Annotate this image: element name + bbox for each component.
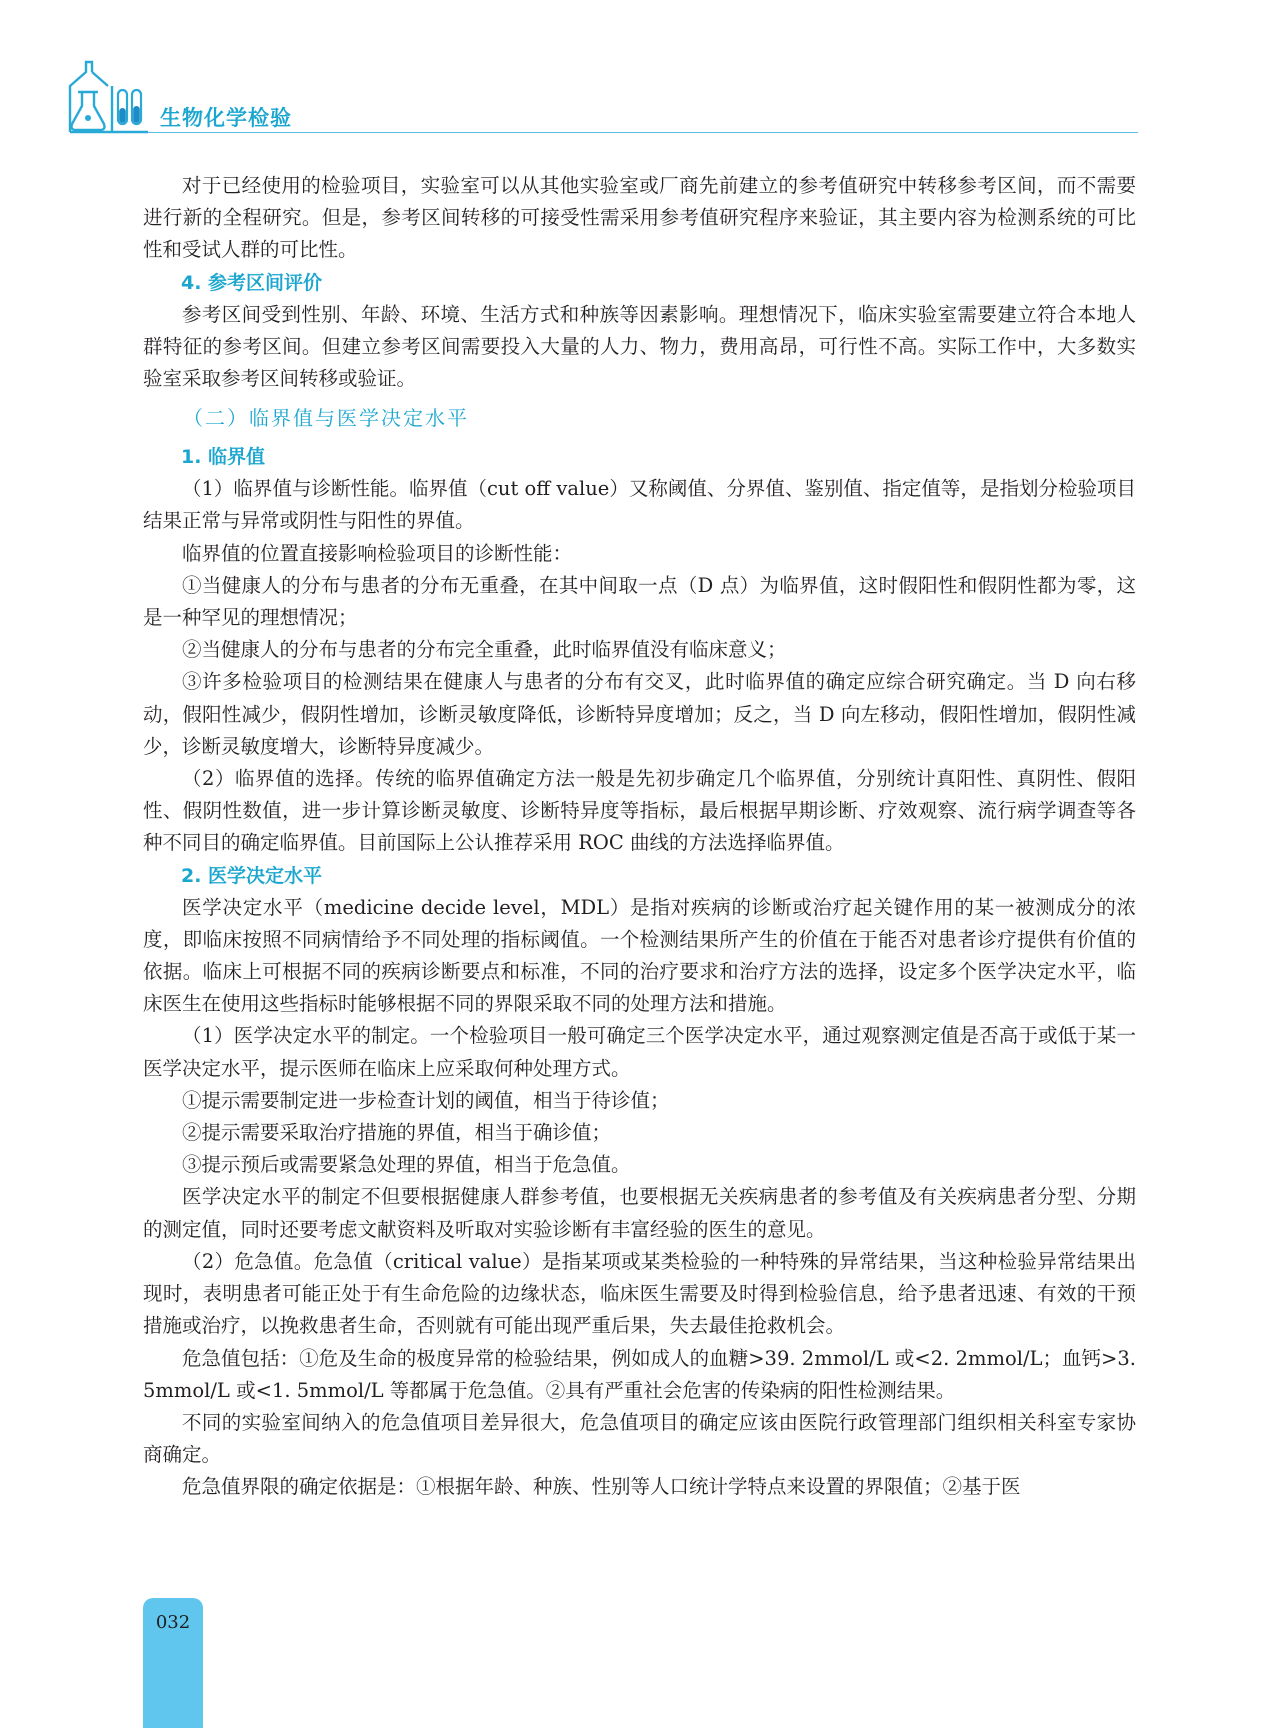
paragraph: 不同的实验室间纳入的危急值项目差异很大，危急值项目的确定应该由医院行政管理部门组织相关科室专家协商确定。 bbox=[143, 1410, 1136, 1467]
list-item: ②提示需要采取治疗措施的界值，相当于确诊值； bbox=[182, 1121, 612, 1145]
paragraph: （1）临界值与诊断性能。临界值（cut off value）又称阈值、分界值、鉴别值、指定值等，是指划分检验项目结果正常与异常或阴性与阳性的界值。 bbox=[143, 477, 1136, 533]
paragraph: 临界值的位置直接影响检验项目的诊断性能： bbox=[182, 541, 573, 565]
list-item: ①提示需要制定进一步检查计划的阈值，相当于待诊值； bbox=[182, 1088, 670, 1112]
paragraph: 参考区间受到性别、年龄、环境、生活方式和种族等因素影响。理想情况下，临床实验室需要建立符合本地人群特征的参考区间。但建立参考区间需要投入大量的人力、物力，费用高昂，可行性不高。实际工作中，大多数实验室采取参考区间转移或验证。 bbox=[143, 302, 1136, 391]
section-heading-4: 4. 参考区间评价 bbox=[181, 271, 323, 294]
list-item: ③许多检验项目的检测结果在健康人与患者的分布有交叉，此时临界值的确定应综合研究确定。当 D 向右移动，假阳性减少，假阴性增加，诊断灵敏度降低，诊断特异度增加；反之，当 D 向左移动，假阳性增加，假阴性减少，诊断灵敏度增大，诊断特异度减少。 bbox=[143, 670, 1136, 758]
paragraph: 危急值界限的确定依据是：①根据年龄、种族、性别等人口统计学特点来设置的界限值；②基于医 bbox=[182, 1475, 1021, 1499]
paragraph: 医学决定水平的制定不但要根据健康人群参考值，也要根据无关疾病患者的参考值及有关疾病患者分型、分期的测定值，同时还要考虑文献资料及听取对实验诊断有丰富经验的医生的意见。 bbox=[143, 1185, 1136, 1241]
header-divider bbox=[148, 132, 1138, 133]
subsection-heading: （二）临界值与医学决定水平 bbox=[183, 406, 469, 431]
paragraph: （2）危急值。危急值（critical value）是指某项或某类检验的一种特殊的异常结果，当这种检验异常结果出现时，表明患者可能正处于有生命危险的边缘状态，临床医生需要及时得到检验信息，给予患者迅速、有效的干预措施或治疗，以挽救患者生命，否则就有可能出现严重后果，失去最佳抢救机会。 bbox=[143, 1249, 1136, 1338]
body-text bbox=[143, 170, 1136, 1504]
lab-flask-test-tube-icon bbox=[68, 60, 148, 134]
paragraph: 危急值包括：①危及生命的极度异常的检验结果，例如成人的血糖>39. 2mmol/L 或<2. 2mmol/L；血钙>3. 5mmol/L 或<1. 5mmol/L 等都属于危急值。②具有严重社会危害的传染病的阳性检测结果。 bbox=[143, 1346, 1136, 1402]
page-header bbox=[68, 60, 1138, 140]
section-heading-2: 2. 医学决定水平 bbox=[181, 864, 323, 887]
paragraph: （2）临界值的选择。传统的临界值确定方法一般是先初步确定几个临界值，分别统计真阳性、真阴性、假阳性、假阴性数值，进一步计算诊断灵敏度、诊断特异度等指标，最后根据早期诊断、疗效观察、流行病学调查等各种不同目的确定临界值。目前国际上公认推荐采用 ROC 曲线的方法选择临界值。 bbox=[143, 767, 1136, 855]
section-heading-1: 1. 临界值 bbox=[181, 446, 266, 469]
list-item: ②当健康人的分布与患者的分布完全重叠，此时临界值没有临床意义； bbox=[182, 638, 787, 662]
list-item: ③提示预后或需要紧急处理的界值，相当于危急值。 bbox=[182, 1153, 631, 1177]
list-item: ①当健康人的分布与患者的分布无重叠，在其中间取一点（D 点）为临界值，这时假阳性和假阴性都为零，这是一种罕见的理想情况； bbox=[143, 573, 1136, 630]
running-title: 生物化学检验 bbox=[160, 106, 292, 130]
paragraph: （1）医学决定水平的制定。一个检验项目一般可确定三个医学决定水平，通过观察测定值是否高于或低于某一医学决定水平，提示医师在临床上应采取何种处理方式。 bbox=[143, 1024, 1136, 1080]
paragraph: 对于已经使用的检验项目，实验室可以从其他实验室或厂商先前建立的参考值研究中转移参考区间，而不需要进行新的全程研究。但是，参考区间转移的可接受性需采用参考值研究程序来验证，其主要内容为检测系统的可比性和受试人群的可比性。 bbox=[143, 174, 1136, 262]
page-number: 032 bbox=[155, 1612, 191, 1633]
paragraph: 医学决定水平（medicine decide level，MDL）是指对疾病的诊断或治疗起关键作用的某一被测成分的浓度，即临床按照不同病情给予不同处理的指标阈值。一个检测结果所产生的价值在于能否对患者诊疗提供有价值的依据。临床上可根据不同的疾病诊断要点和标准，不同的治疗要求和治疗方法的选择，设定多个医学决定水平，临床医生在使用这些指标时能够根据不同的界限采取不同的处理方法和措施。 bbox=[143, 895, 1136, 1016]
